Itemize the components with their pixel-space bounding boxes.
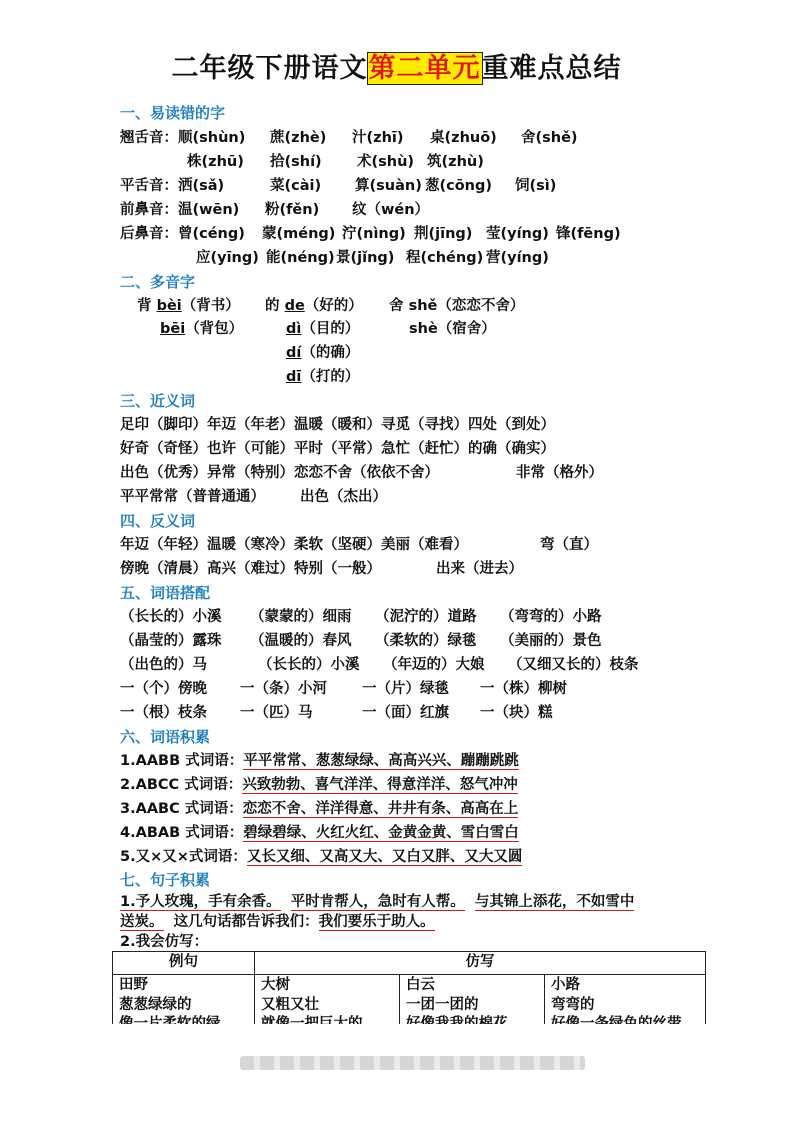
sentence-line-2 [120,913,435,931]
collocation: 一（根）枝条 [120,705,207,721]
s1-item: 粉(fěn) [265,202,320,218]
title-prefix: 二年级下册语文 [171,53,368,84]
word-pattern-row [120,800,518,818]
section-3-heading: 三、近义词 [120,392,196,410]
sentence-line-1 [120,893,634,911]
word-pattern-row [120,848,522,866]
s1-item: 后鼻音：曾(céng) [120,226,245,242]
table-header-row [113,952,706,975]
word-pattern-label: 5.又×又×式词语： [120,849,247,865]
collocation: （蒙蒙的）细雨 [250,609,352,625]
s1-item: 葱(cōng) [425,178,493,194]
cell-line: 一团一团的 [406,996,479,1013]
example-word: （打的） [301,369,360,385]
s1-item: 程(chéng) [406,250,484,266]
pinyin: bèi [156,298,182,314]
page-title [0,46,793,85]
polyphone-de-3 [286,344,359,362]
sentence: 送炭。 [120,914,164,930]
s1-item: 莹(yíng) [486,226,549,242]
word-pattern-label: 3.AABC 式词语： [120,801,243,817]
polyphone-de-4 [286,368,359,386]
collocation: （泥泞的）道路 [375,609,477,625]
antonym-row [120,536,598,554]
synonym-row: 足印（脚印）年迈（年老）温暖（暖和）寻觅（寻找）四处（到处） [120,417,555,433]
polyphone-char: 背 [137,298,152,314]
cell-line: 弯弯的 [551,996,595,1013]
s1-item: 锋(fēng) [556,226,621,242]
pinyin: dí [286,345,302,361]
s1-row-5 [120,225,621,243]
sentence: 与其锦上添花，不如雪中 [474,894,635,910]
imitation-label: 2.我会仿写： [120,934,209,950]
polyphone-she-2: shè（宿舍） [409,321,496,337]
word-pattern-label: 2.ABCC 式词语： [120,777,243,793]
collocation: （又细又长的）枝条 [508,657,639,673]
collocation: 一（个）傍晚 [120,681,207,697]
cell-line: 小路 [551,977,580,993]
example-word: （好的） [304,298,363,314]
s1-item: 株(zhū) [187,154,244,170]
s1-item: 荆(jīng) [414,226,473,242]
polyphone-char: 舍 [389,298,404,314]
example-word: （目的） [301,321,360,337]
s1-item: 蔗(zhè) [270,130,327,146]
word-pattern-words: 恋恋不舍、洋洋得意、井井有条、高高在上 [242,801,519,817]
s1-item: 能(néng) [266,250,335,266]
s1-row-2 [187,153,484,171]
s1-item: 算(suàn) [355,178,422,194]
word-pattern-words: 碧绿碧绿、火红火红、金黄金黄、雪白雪白 [243,825,519,841]
s1-row-4 [120,201,429,219]
collocation: （晶莹的）露珠 [120,633,222,649]
s1-item: 翘舌音：顺(shùn) [120,130,246,146]
title-suffix: 重难点总结 [481,53,622,84]
pinyin: dī [286,369,302,385]
synonym-row: 好奇（奇怪）也许（可能）平时（平常）急忙（赶忙）的确（确实） [120,441,555,457]
synonym-row [120,488,387,506]
antonym-row [120,560,523,578]
section-4-heading: 四、反义词 [120,512,196,530]
word-pattern-row [120,752,519,770]
table-header-imitation: 仿写 [255,952,706,975]
section-6-heading: 六、词语积累 [120,728,211,746]
polyphone-de-1 [265,297,363,315]
s1-item: 平舌音：洒(sǎ) [120,178,225,194]
section-7-heading: 七、句子积累 [120,871,211,889]
collocation: 一（匹）马 [240,705,313,721]
s1-item: 拾(shí) [270,154,322,170]
collocation: 一（片）绿毯 [362,681,449,697]
cell-line: 大树 [261,977,290,993]
antonym-group: 出来（进去） [436,561,523,577]
s1-item: 桌(zhuō) [430,130,497,146]
collocation: （长长的）小溪 [120,609,222,625]
s1-item: 术(shù) [357,154,415,170]
word-pattern-label: 4.ABAB 式词语： [120,825,244,841]
s1-item: 应(yīng) [196,250,259,266]
word-pattern-label: 1.AABB 式词语： [120,753,244,769]
s1-row-6 [196,249,549,267]
section-5-heading: 五、词语搭配 [120,584,211,602]
collocation: （出色的）马 [120,657,207,673]
word-pattern-words: 平平常常、葱葱绿绿、高高兴兴、蹦蹦跳跳 [243,753,519,769]
s1-row-3 [120,177,556,195]
blurred-footer [240,1056,585,1070]
s1-item: 菜(cài) [270,178,322,194]
collocation: 一（条）小河 [240,681,327,697]
polyphone-bei-2 [160,320,243,338]
word-pattern-row [120,824,519,842]
collocation-row [120,608,602,626]
antonym-group: 年迈（年轻）温暖（寒冷）柔软（坚硬）美丽（难看） [120,537,468,553]
pinyin: de [284,298,305,314]
pinyin: shě（恋恋不舍） [408,298,525,314]
s1-item: 纹（wén） [352,202,430,218]
collocation: （长长的）小溪 [258,657,360,673]
collocation: （温暖的）春风 [250,633,352,649]
synonym-row [120,464,603,482]
s1-item: 舍(shě) [521,130,578,146]
sentence: 1.予人玫瑰，手有余香。 [120,894,281,910]
s1-item: 蒙(méng) [262,226,336,242]
antonym-group: 傍晚（清晨）高兴（难过）特别（一般） [120,561,381,577]
antonym-group: 弯（直） [540,537,598,553]
title-highlight: 第二单元 [368,53,481,84]
word-pattern-row [120,776,518,794]
synonym-group: 非常（格外） [516,465,603,481]
example-word: （背书） [181,298,240,314]
cell-line: 田野 [119,977,148,993]
example-word: （的确） [301,345,360,361]
sentence: 平时肯帮人，急时有人帮。 [290,894,465,910]
sentence: 这几句话都告诉我们： [173,914,319,930]
polyphone-bei-1 [137,297,240,315]
collocation: 一（株）柳树 [480,681,567,697]
cell-line: 葱葱绿绿的 [119,996,192,1013]
cell-line: 白云 [406,977,435,993]
sentence: 我们要乐于助人。 [318,914,435,930]
s1-item: 景(jǐng) [336,250,395,266]
collocation: （柔软的）绿毯 [375,633,477,649]
s1-item: 筑(zhù) [427,154,484,170]
section-1-heading: 一、易读错的字 [120,104,226,122]
s1-row-1 [120,129,578,147]
polyphone-char: 的 [265,298,280,314]
collocation: （美丽的）景色 [500,633,602,649]
collocation-row [120,680,567,698]
section-2-heading: 二、多音字 [120,273,196,291]
collocation-row [120,632,602,650]
collocation-row [120,656,639,674]
s1-item: 饲(sì) [515,178,557,194]
example-word: （背包） [185,321,244,337]
s1-item: 汁(zhī) [352,130,404,146]
pinyin: dì [286,321,302,337]
polyphone-she-1 [389,297,524,315]
s1-item: 营(yíng) [486,250,549,266]
s1-item: 泞(nìng) [342,226,406,242]
page-cutoff [100,1024,720,1084]
collocation: （年迈的）大娘 [383,657,485,673]
s1-item: 前鼻音：温(wēn) [120,202,240,218]
synonym-group: 出色（杰出） [300,489,387,505]
pinyin: bēi [160,321,186,337]
collocation: 一（块）糕 [480,705,553,721]
cell-line: 又粗又壮 [261,996,319,1013]
polyphone-de-2 [286,320,359,338]
word-pattern-words: 兴致勃勃、喜气洋洋、得意洋洋、怒气冲冲 [242,777,518,793]
synonym-group: 出色（优秀）异常（特别）恋恋不舍（依依不舍） [120,465,439,481]
word-pattern-words: 又长又细、又高又大、又白又胖、又大又圆 [246,849,523,865]
collocation: 一（面）红旗 [362,705,449,721]
synonym-group: 平平常常（普普通通） [120,489,265,505]
collocation-row [120,704,553,722]
collocation: （弯弯的）小路 [500,609,602,625]
table-header-example: 例句 [113,952,255,975]
